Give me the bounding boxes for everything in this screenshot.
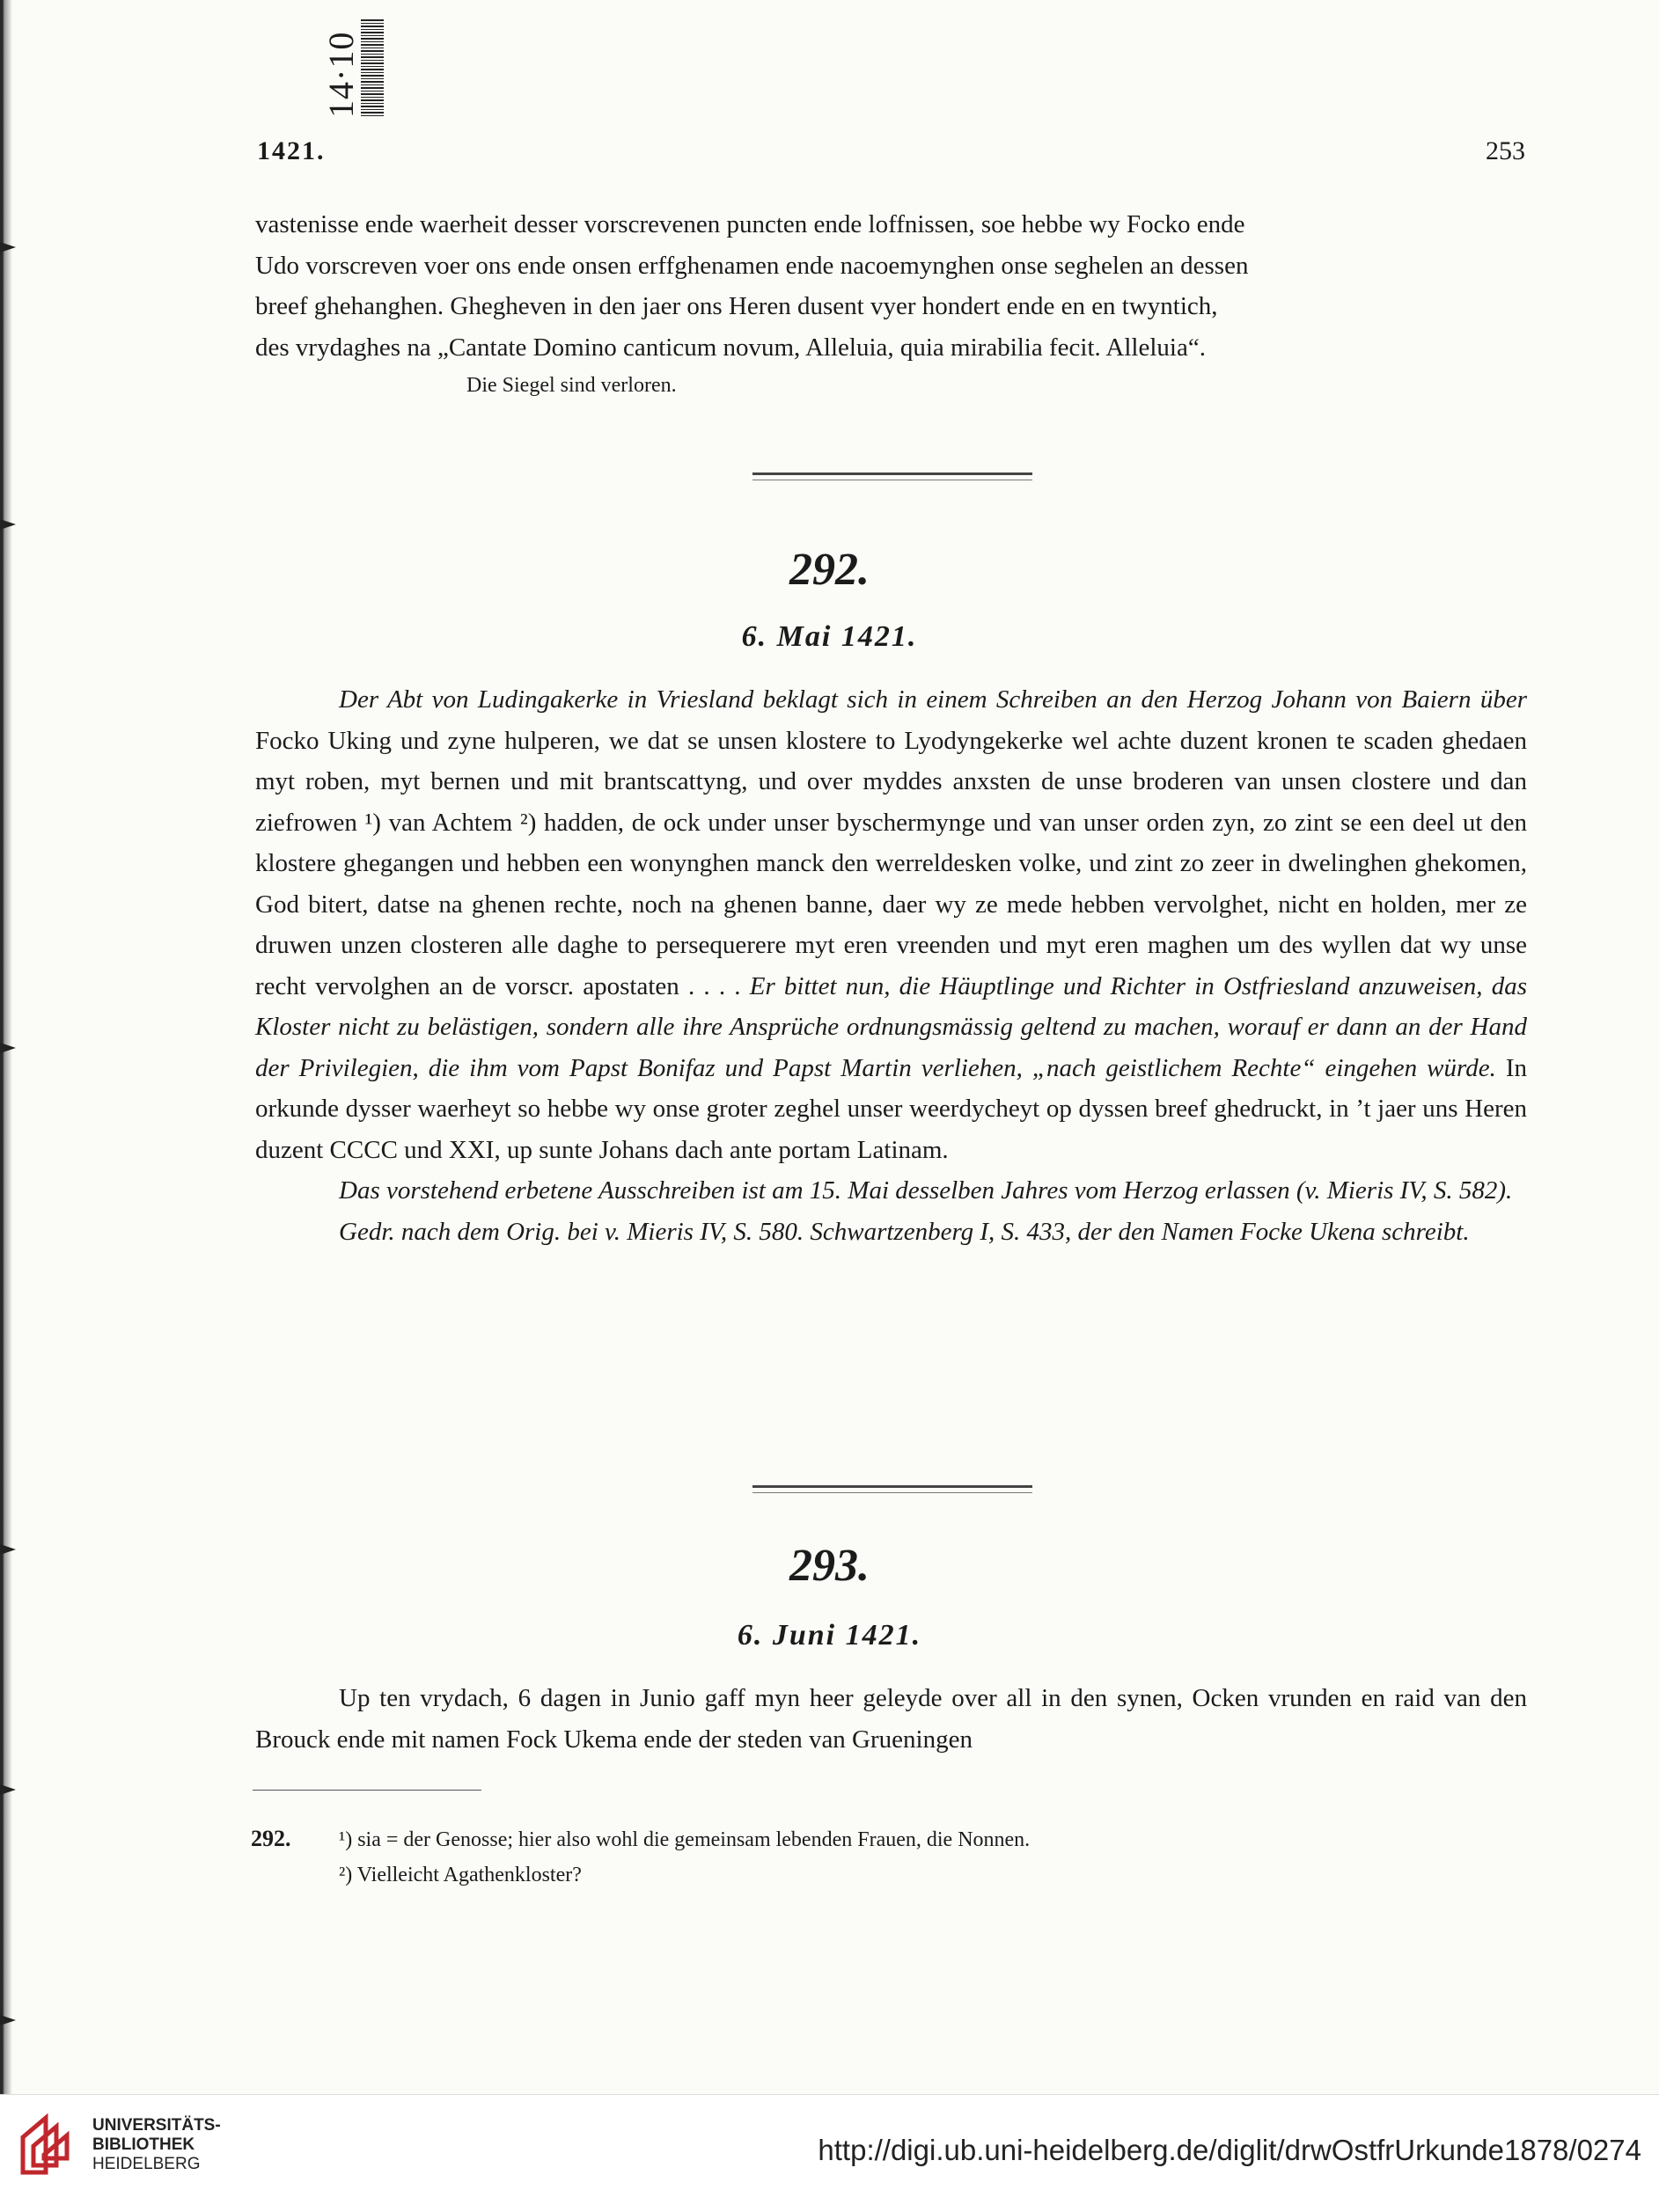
- footnotes: [251, 1821, 1307, 1893]
- document-292-body: [255, 679, 1527, 1252]
- document-date-292: 6. Mai 1421.: [741, 620, 918, 653]
- continuation-line: Udo vorscreven voer ons ende onsen erffghenamen ende nacoemynghen onse seghelen an dessen: [255, 251, 1249, 280]
- footnote-rule: [253, 1790, 481, 1791]
- document-293-paragraph: Up ten vrydach, 6 dagen in Junio gaff myn heer geleyde over all in den synen, Ocken vrunden en raid van den Brouck ende mit namen Fock Ukema ende der steden van Grueningen: [255, 1684, 1527, 1754]
- print-reference: Gedr. nach dem Orig. bei v. Mieris IV, S. 580. Schwartzenberg I, S. 433, der den Namen Focke Ukena schreibt.: [339, 1217, 1470, 1246]
- section-divider: [752, 1485, 1032, 1493]
- footnote-text: ¹) sia = der Genosse; hier also wohl die gemeinsam lebenden Frauen, die Nonnen.: [339, 1828, 1031, 1851]
- quoted-source-text-end: In orkunde dysser waerheyt so hebbe wy onse groter zeghel unser weerdycheyt op dyssen breef ghedruckt, in ’t jaer uns Heren duzent CCCC und XXI, up sunte Johans dach ante portam Latinam.: [255, 1053, 1527, 1164]
- library-logo-icon[interactable]: [16, 2111, 74, 2179]
- seal-note: Die Siegel sind verloren.: [466, 374, 677, 397]
- library-name-line: HEIDELBERG: [92, 2155, 201, 2173]
- library-name-line: BIBLIOTHEK: [92, 2135, 195, 2154]
- regest-intro: Der Abt von Ludingakerke in Vriesland beklagt sich in einem Schreiben an den Herzog Johann von Baiern über: [339, 685, 1527, 714]
- quoted-source-text: Focko Uking und zyne hulperen, we dat se unsen klostere to Lyodyngekerke wel achte duzent kronen te scaden ghedaen myt roben, myt bernen und mit brantscattyng, und over myddes anxsten de unse broderen van unsen clostere und dan ziefrowen ¹) van Achtem ²) hadden, de ock under unser byschermynge und van unser orden zyn, zo zint se een deel ut den klostere ghegangen und hebben een wonynghen manck den werreldesken volke, und zint zo zeer in dwelinghen ghekomen, God bitert, datse na ghenen rechte, noch na ghenen banne, daer wy ze mede hebben vervolghet, nicht en holden, mer ze druwen unzen closteren alle daghe to persequerere myt eren vreenden und myt eren maghen um des wyllen dat wy unse recht vervolghen an de vorscr. apostaten . . . .: [255, 726, 1527, 1000]
- continuation-text: [255, 204, 1527, 368]
- shelfmark-label: [310, 19, 407, 125]
- continuation-line: des vrydaghes na „Cantate Domino canticum novum, Alleluia, quia mirabilia fecit. Alleluia“.: [255, 333, 1206, 362]
- document-293-body: [255, 1678, 1527, 1760]
- barcode: [361, 19, 384, 116]
- document-number-292: 292.: [789, 545, 870, 595]
- footnote-1: [251, 1821, 1307, 1857]
- footnote-2: ²) Vielleicht Agathenkloster?: [339, 1864, 582, 1886]
- shelfmark-text: 14·10: [321, 31, 361, 118]
- edition-note: Das vorstehend erbetene Ausschreiben ist am 15. Mai desselben Jahres vom Herzog erlassen (v. Mieris IV, S. 582).: [339, 1176, 1513, 1205]
- document-date-293: 6. Juni 1421.: [737, 1619, 922, 1652]
- library-name-line: UNIVERSITÄTS-: [92, 2116, 221, 2135]
- permalink-url[interactable]: http://digi.ub.uni-heidelberg.de/diglit/drwOstfrUrkunde1878/0274: [818, 2134, 1641, 2166]
- section-divider: [752, 472, 1032, 480]
- document-number-293: 293.: [789, 1541, 870, 1591]
- library-name[interactable]: [92, 2116, 221, 2174]
- regest-summary: Er bittet nun, die Häuptlinge und Richter in Ostfriesland anzuweisen, das Kloster nicht zu belästigen, sondern alle ihre Ansprüche ordnungsmässig geltend zu machen, worauf er dann an der Hand der Privilegien, die ihm vom Papst Bonifaz und Papst Martin verliehen, „nach geistlichem Rechte“ eingehen würde.: [255, 971, 1527, 1082]
- running-header-year: 1421.: [257, 136, 326, 165]
- document-292-paragraph: [255, 679, 1527, 1170]
- footnote-ref: 292.: [251, 1826, 291, 1851]
- continuation-line: vastenisse ende waerheit desser vorscrevenen puncten ende loffnissen, soe hebbe wy Focko ende: [255, 210, 1245, 238]
- viewer-footer: [0, 2094, 1659, 2212]
- continuation-line: breef ghehanghen. Ghegheven in den jaer ons Heren dusent vyer hondert ende en en twyntich,: [255, 292, 1218, 320]
- page-number: 253: [1486, 136, 1525, 165]
